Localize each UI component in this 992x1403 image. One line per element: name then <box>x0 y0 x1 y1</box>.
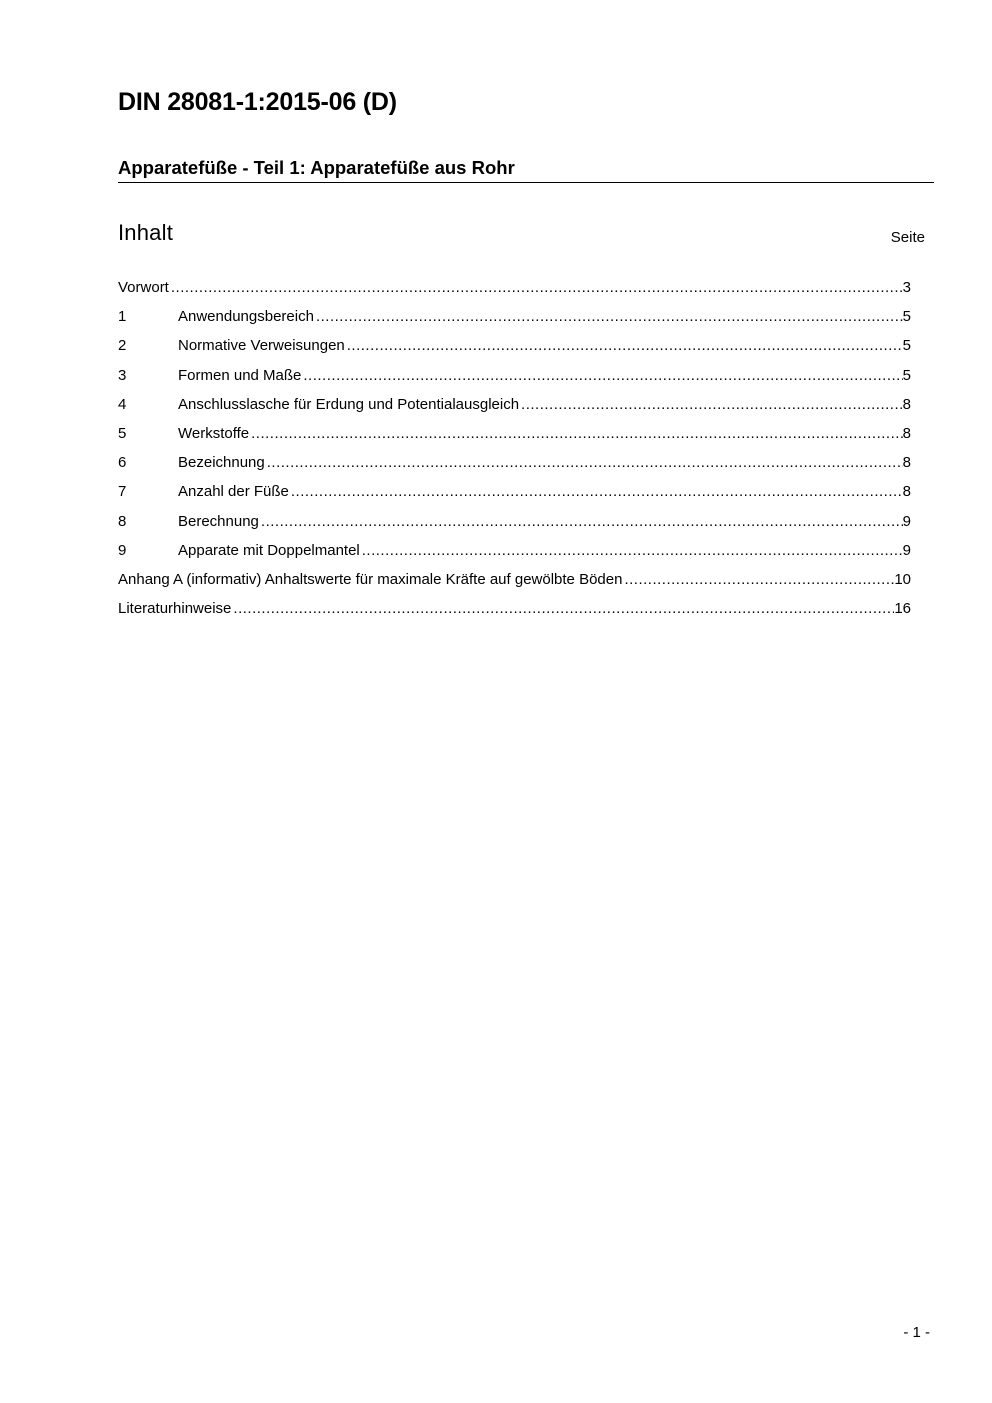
toc-entry-page: 8 <box>902 395 911 413</box>
toc-entry-5[interactable] <box>118 419 911 448</box>
toc-entry-label: Vorwort <box>118 279 169 296</box>
document-subtitle: Apparatefüße - Teil 1: Apparatefüße aus Rohr <box>118 157 934 183</box>
toc-entry-number: 9 <box>118 541 127 559</box>
toc-entry-page: 9 <box>902 541 911 559</box>
toc-entry-page: 8 <box>902 454 911 472</box>
toc-entry-number: 6 <box>118 454 127 472</box>
toc-entry-anhang-a[interactable] <box>118 565 911 594</box>
toc-entry-label: Formen und Maße <box>178 366 302 384</box>
toc-entry-page: 16 <box>894 600 911 618</box>
toc-entry-vorwort[interactable] <box>118 273 911 302</box>
toc-dot-leader <box>521 390 903 419</box>
toc-entry-page: 9 <box>902 512 911 530</box>
toc-heading: Inhalt <box>118 220 174 245</box>
toc-entry-number: 1 <box>118 308 127 326</box>
toc-entry-page: 10 <box>894 570 911 588</box>
toc-dot-leader <box>233 594 894 623</box>
toc-entry-label: Anschlusslasche für Erdung und Potentialausgleich <box>178 395 520 413</box>
toc-entry-label: Anzahl der Füße <box>178 483 289 501</box>
toc-entry-number: 5 <box>118 424 127 442</box>
toc-entry-4[interactable] <box>118 390 911 419</box>
toc-dot-leader <box>267 448 903 477</box>
toc-entry-page: 3 <box>902 279 911 296</box>
toc-entry-literaturhinweise[interactable] <box>118 594 911 623</box>
toc-entry-page: 5 <box>902 337 911 355</box>
toc-entry-number: 8 <box>118 512 127 530</box>
toc-entry-label: Literaturhinweise <box>118 600 232 618</box>
toc-entry-page: 5 <box>902 308 911 326</box>
toc-dot-leader <box>251 419 903 448</box>
toc-entry-number: 4 <box>118 395 127 413</box>
toc-dot-leader <box>347 331 903 360</box>
toc-entry-2[interactable] <box>118 331 911 360</box>
toc-entry-label: Werkstoffe <box>178 424 250 442</box>
toc-entry-8[interactable] <box>118 507 911 536</box>
toc-entry-label: Anhang A (informativ) Anhaltswerte für maximale Kräfte auf gewölbte Böden <box>118 570 623 588</box>
toc-entry-9[interactable] <box>118 536 911 565</box>
toc-entry-label: Normative Verweisungen <box>178 337 345 355</box>
toc-dot-leader <box>624 565 894 594</box>
document-title: DIN 28081-1:2015-06 (D) <box>118 88 397 116</box>
toc-entry-label: Apparate mit Doppelmantel <box>178 541 360 559</box>
page-number: - 1 - <box>903 1324 930 1341</box>
toc-entry-label: Berechnung <box>178 512 259 530</box>
table-of-contents <box>118 273 911 623</box>
toc-entry-number: 7 <box>118 483 127 501</box>
toc-dot-leader <box>316 302 903 331</box>
toc-entry-page: 8 <box>902 483 911 501</box>
toc-dot-leader <box>303 361 902 390</box>
toc-entry-7[interactable] <box>118 477 911 506</box>
toc-entry-number: 2 <box>118 337 127 355</box>
toc-entry-label: Anwendungsbereich <box>178 308 314 326</box>
toc-page-column-label: Seite <box>890 229 925 246</box>
toc-entry-number: 3 <box>118 366 127 384</box>
toc-entry-6[interactable] <box>118 448 911 477</box>
toc-dot-leader <box>291 477 903 506</box>
toc-dot-leader <box>362 536 903 565</box>
toc-entry-page: 8 <box>902 424 911 442</box>
toc-dot-leader <box>261 507 903 536</box>
toc-entry-page: 5 <box>902 366 911 384</box>
toc-entry-label: Bezeichnung <box>178 454 265 472</box>
toc-entry-1[interactable] <box>118 302 911 331</box>
toc-dot-leader <box>171 273 903 302</box>
toc-entry-3[interactable] <box>118 361 911 390</box>
